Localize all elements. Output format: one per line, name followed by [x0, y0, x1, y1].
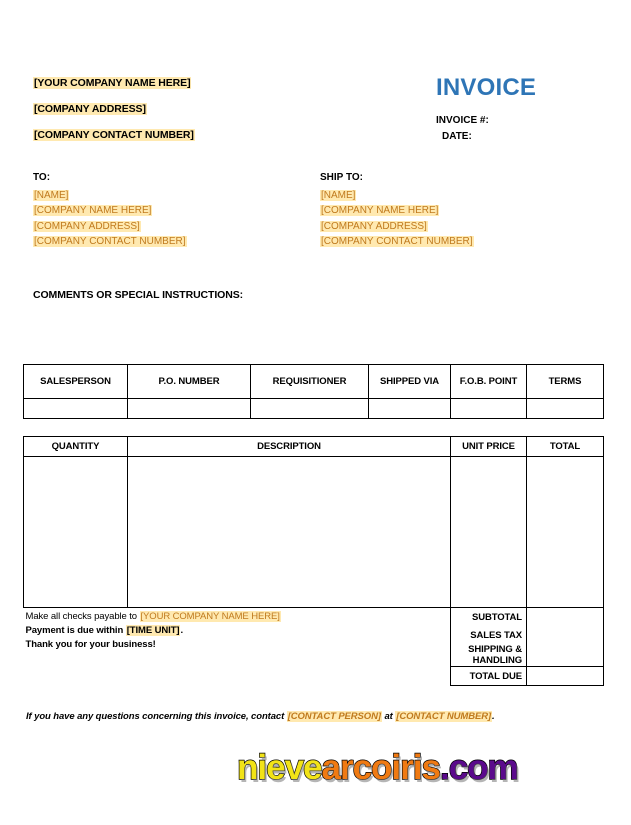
invoice-date-row — [436, 129, 489, 145]
company-contact-line — [33, 128, 195, 142]
company-address-line — [33, 102, 195, 116]
cell-quantity[interactable] — [24, 457, 128, 608]
col-header-total: TOTAL — [527, 437, 604, 457]
cell-requisitioner[interactable] — [251, 399, 369, 419]
company-name-line — [33, 76, 195, 90]
invoice-number-row — [436, 113, 489, 129]
footer-contact-person-placeholder[interactable]: [CONTACT PERSON] — [287, 711, 381, 722]
ship-to-address[interactable]: [COMPANY ADDRESS] — [321, 220, 427, 232]
logo-part-com: .com — [439, 748, 518, 787]
payment-notes-cell — [24, 608, 451, 686]
bill-to-company[interactable]: [COMPANY NAME HERE] — [34, 205, 152, 216]
col-header-salesperson: SALESPERSON — [24, 365, 128, 399]
col-header-po-number: P.O. NUMBER — [128, 365, 251, 399]
col-header-quantity: QUANTITY — [24, 437, 128, 457]
footer-prefix: If you have any questions concerning this invoice, contact — [26, 711, 287, 722]
sales-info-table — [23, 364, 604, 419]
bill-to-name[interactable]: [NAME] — [34, 189, 69, 201]
invoice-number-label: INVOICE #: — [436, 115, 489, 126]
totals-label-sales-tax: SALES TAX — [451, 626, 527, 644]
cell-fob-point[interactable] — [451, 399, 527, 419]
totals-label-shipping-handling: SHIPPING & HANDLING — [451, 644, 527, 667]
bill-to-line — [33, 219, 187, 235]
payment-notes — [24, 608, 451, 652]
ship-to-line — [320, 219, 474, 235]
totals-label-subtotal: SUBTOTAL — [451, 608, 527, 627]
cell-po-number[interactable] — [128, 399, 251, 419]
invoice-title: INVOICE — [436, 74, 537, 101]
logo-part-arcoiris: arcoiris — [321, 748, 440, 787]
ship-to-heading: SHIP TO: — [320, 172, 363, 183]
ship-to-contact[interactable]: [COMPANY CONTACT NUMBER] — [321, 236, 473, 247]
cell-description[interactable] — [128, 457, 451, 608]
cell-unit-price[interactable] — [451, 457, 527, 608]
cell-terms[interactable] — [527, 399, 604, 419]
table-row — [24, 399, 604, 419]
col-header-terms: TERMS — [527, 365, 604, 399]
bill-to-heading: TO: — [33, 172, 51, 183]
col-header-fob-point: F.O.B. POINT — [451, 365, 527, 399]
payment-due-suffix: . — [180, 625, 183, 636]
bill-to-contact[interactable]: [COMPANY CONTACT NUMBER] — [34, 236, 186, 247]
company-address-placeholder[interactable]: [COMPANY ADDRESS] — [34, 103, 146, 115]
payment-due-prefix: Payment is due within — [25, 625, 126, 636]
comments-label: COMMENTS OR SPECIAL INSTRUCTIONS: — [33, 289, 244, 301]
thank-you-line: Thank you for your business! — [25, 639, 156, 650]
company-name-placeholder[interactable]: [YOUR COMPANY NAME HERE] — [34, 77, 191, 89]
col-header-unit-price: UNIT PRICE — [451, 437, 527, 457]
bill-to-line — [33, 203, 187, 219]
ship-to-line — [320, 203, 474, 219]
payable-to-company-placeholder[interactable]: [YOUR COMPANY NAME HERE] — [140, 611, 280, 622]
notes-subtotal-row — [24, 608, 604, 627]
ship-to-company[interactable]: [COMPANY NAME HERE] — [321, 205, 439, 216]
col-header-description: DESCRIPTION — [128, 437, 451, 457]
bill-to-block — [33, 170, 187, 250]
line-items-table — [23, 436, 604, 686]
col-header-requisitioner: REQUISITIONER — [251, 365, 369, 399]
ship-to-name[interactable]: [NAME] — [321, 189, 356, 201]
cell-shipped-via[interactable] — [369, 399, 451, 419]
totals-label-total-due: TOTAL DUE — [451, 667, 527, 686]
totals-value-stack[interactable] — [527, 608, 604, 667]
totals-value-total-due[interactable] — [527, 667, 604, 686]
ship-to-block — [320, 170, 474, 250]
footer-contact-number-placeholder[interactable]: [CONTACT NUMBER] — [396, 711, 492, 722]
payable-to-line — [26, 610, 451, 624]
footer-contact-note — [26, 711, 495, 722]
ship-to-line — [320, 234, 474, 250]
site-logo-watermark — [237, 748, 518, 788]
company-contact-placeholder[interactable]: [COMPANY CONTACT NUMBER] — [34, 129, 194, 141]
table-header-row — [24, 365, 604, 399]
cell-total[interactable] — [527, 457, 604, 608]
payment-due-line — [26, 624, 451, 638]
table-row — [24, 457, 604, 608]
footer-middle: at — [381, 711, 396, 722]
footer-suffix: . — [492, 711, 495, 722]
bill-to-line — [33, 234, 187, 250]
logo-part-nieve: nieve — [237, 748, 322, 787]
invoice-meta-block — [436, 113, 489, 145]
payment-due-time-placeholder[interactable]: [TIME UNIT] — [126, 625, 180, 636]
bill-to-line — [33, 188, 187, 204]
cell-salesperson[interactable] — [24, 399, 128, 419]
bill-to-address[interactable]: [COMPANY ADDRESS] — [34, 220, 140, 232]
col-header-shipped-via: SHIPPED VIA — [369, 365, 451, 399]
ship-to-line — [320, 188, 474, 204]
payable-to-prefix: Make all checks payable to — [25, 611, 140, 622]
invoice-date-label: DATE: — [442, 131, 472, 142]
table-header-row — [24, 437, 604, 457]
company-info-block — [33, 76, 195, 154]
